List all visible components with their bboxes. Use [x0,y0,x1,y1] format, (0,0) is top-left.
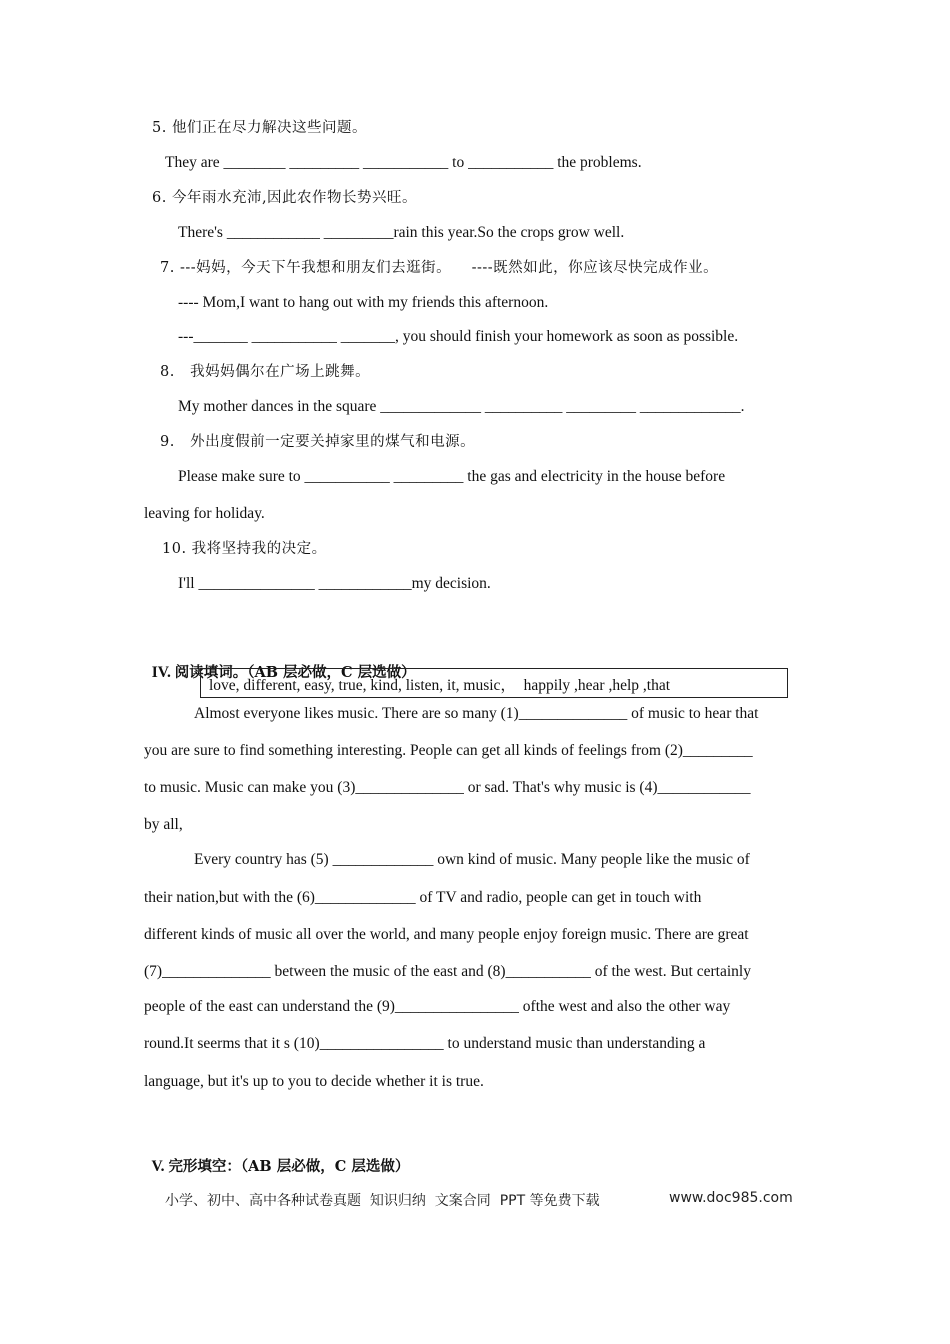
section4-number: IV. [151,664,175,681]
q5-english: They are ________ _________ ___________ to ___________ the problems. [165,154,642,171]
passage-line: to music. Music can make you (3)______________ or sad. That's why music is (4)____________ [144,779,751,796]
q8-english: My mother dances in the square _____________ __________ _________ _____________. [178,398,745,415]
q8-chinese: 8. 我妈妈偶尔在广场上跳舞。 [160,364,371,380]
passage-line: people of the east can understand the (9)________________ ofthe west and also the other way [144,998,731,1015]
q6-english: There's ____________ _________rain this year.So the crops grow well. [178,224,625,241]
q10-english: I'll _______________ ____________my decision. [178,575,491,592]
footer-text: 小学、初中、高中各种试卷真题 知识归纳 文案合同 PPT 等免费下载 [165,1193,600,1209]
q9-chinese: 9. 外出度假前一定要关掉家里的煤气和电源。 [160,434,476,450]
q9-english-2: leaving for holiday. [144,505,265,522]
passage-line: different kinds of music all over the world, and many people enjoy foreign music. There are great [144,926,749,943]
passage-line: (7)______________ between the music of the east and (8)___________ of the west. But certainly [144,963,751,980]
q7-english-1: ---- Mom,I want to hang out with my friends this afternoon. [178,294,549,311]
passage-line: by all, [144,816,183,833]
section4-title: 阅读填词。（AB 层必做，C 层选做） [174,664,416,681]
q7-english-2: ---_______ ___________ _______, you should finish your homework as soon as possible. [178,328,739,345]
passage-line: round.It seerms that it s (10)________________ to understand music than understanding a [144,1035,706,1052]
q9-english-1: Please make sure to ___________ _________ the gas and electricity in the house before [178,468,726,485]
passage-line: their nation,but with the (6)_____________ of TV and radio, people can get in touch with [144,889,702,906]
q5-chinese: 5. 他们正在尽力解决这些问题。 [152,120,367,136]
word-bank-box [200,668,788,698]
section5-heading [144,1137,409,1177]
word-bank-text: love, different, easy, true, kind, listen, it, music， happily ,hear ,help ,that [209,677,671,694]
passage-line: language, but it's up to you to decide whether it is true. [144,1073,484,1090]
footer-url[interactable]: www.doc985.com [669,1190,793,1206]
q7-chinese: 7. ---妈妈，今天下午我想和朋友们去逛街。 ----既然如此，你应该尽快完成作业。 [160,260,719,276]
passage-line: you are sure to find something interesting. People can get all kinds of feelings from (2)_________ [144,742,753,759]
section5-number: V. [151,1158,169,1175]
section5-title: 完形填空：（AB 层必做，C 层选做） [168,1158,410,1175]
passage-line: Almost everyone likes music. There are so many (1)______________ of music to hear that [194,705,759,722]
q10-chinese: 10. 我将坚持我的决定。 [162,541,327,557]
q6-chinese: 6. 今年雨水充沛,因此农作物长势兴旺。 [152,190,418,206]
passage-line: Every country has (5) _____________ own kind of music. Many people like the music of [194,851,750,868]
